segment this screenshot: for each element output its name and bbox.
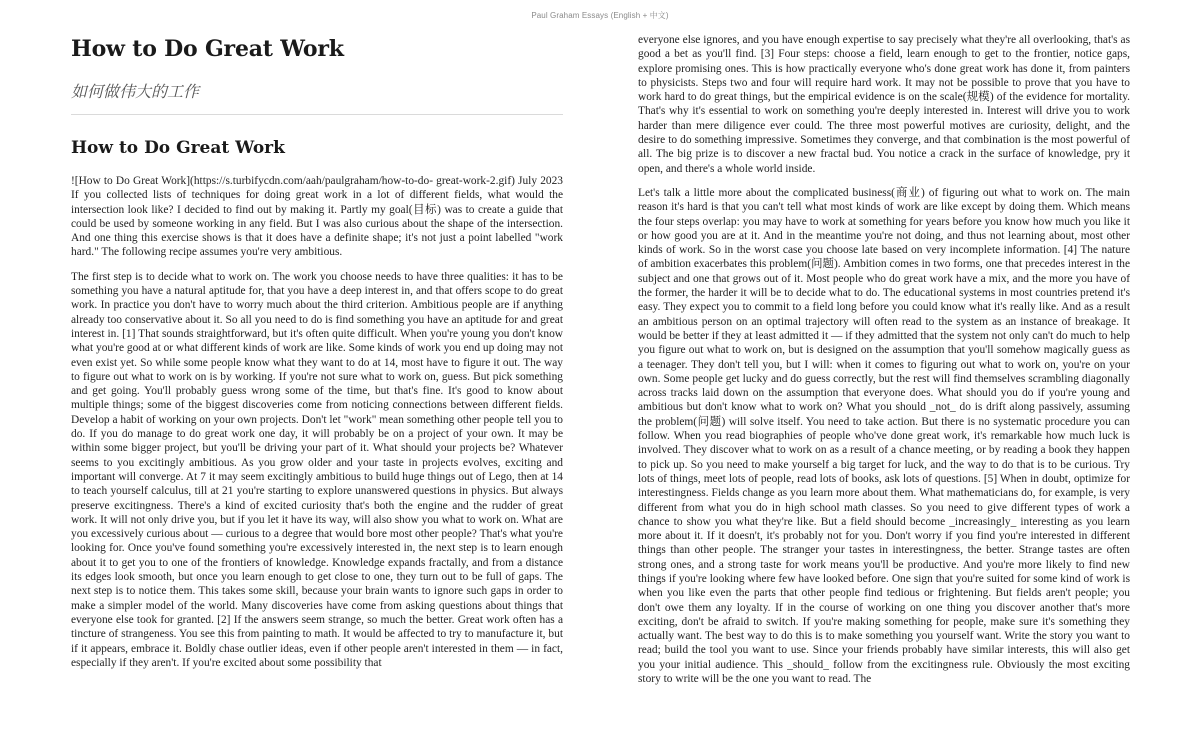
paragraph: Let's talk a little more about the complicated business(商业) of figuring out what to work on. The main reason it's hard is that you can't tell what most kinds of work are like except by doing them. Which means the four steps overlap: you may have to work at something for years before you know how much you like it or how good you are at it. And in the meantime you're not doing, and thus not learning about, most other kinds of work. So in the worst case you choose late based on very incomplete information. [4] The nature of ambition exacerbates this problem(问题). Ambition comes in two forms, one that precedes interest in the subject and one that grows out of it. Most people who do great work have a mix, and the more you have of the former, the harder it will be to decide what to do. The educational systems in most countries pretend it's easy. They expect you to commit to a field long before you could know what it's really like. And as a result an ambitious person on an optimal trajectory will often read to the system as an instance of breakage. It would be better if they at least admitted it — if they admitted that the system not only can't do much to help you figure out what to work on, but is designed on the assumption that you'll somehow magically guess as a teenager. They don't tell you, but I will: when it comes to figuring out what to work on, you're on your own. Some people get lucky and do guess correctly, but the rest will find themselves scrambling diagonally across tracks laid down on the assumption that everyone does. What should you do if you're young and ambitious but don't know what to work on? What you should _not_ do is drift along passively, assuming the problem(问题) will solve itself. You need to take action. But there is no systematic procedure you can follow. When you read biographies of people who've done great work, it's remarkable how much luck is involved. They discover what to work on as a result of a chance meeting, or by reading a book they happen to pick up. So you need to make yourself a big target for luck, and the way to do that is to be curious. Try lots of things, meet lots of people, read lots of books, ask lots of questions. [5] When in doubt, optimize for interestingness. Fields change as you learn more about them. What mathematicians do, for example, is very different from what you do in high school math classes. So you need to give different types of work a chance to show you what they're like. But a field should become _increasingly_ interesting as you learn more about it. If it doesn't, it's probably not for you. Don't worry if you find you're interested in different things than other people. The stranger your tastes in interestingness, the better. Strange tastes are often strong ones, and a strong taste for work means you'll be productive. And you're more likely to find new things if you're looking where few have looked before. One sign that you're suited for some kind of work is when you like even the parts that other people find tedious or frightening. But fields aren't people; you don't owe them any loyalty. If in the course of working on one thing you discover another that's more exciting, don't be afraid to switch. If you're making something for people, make sure it's something they actually want. The best way to do this is to make something you yourself want. Write the story you want to read; build the tool you want to use. Since your friends probably have similar interests, this will also get you your initial audience. This _should_ follow from the excitingness rule. Obviously the most exciting story to write will be the one you want to read. The: [638, 186, 1130, 686]
paragraph: ![How to Do Great Work](https://s.turbifycdn.com/aah/paulgraham/how-to-do- great-work-2.gif) July 2023 If you collected lists of techniques for doing great work in a lot of different fields, what would the intersection look like? I decided to find out by making it. Partly my goal(目标) was to create a guide that could be used by someone working in any field. But I was also curious about the shape of the intersection. And one thing this exercise shows is that it does have a definite shape; it's not just a point labelled "work hard." The following recipe assumes you're very ambitious.: [71, 175, 563, 259]
window-title: Paul Graham Essays (English + 中文): [531, 11, 669, 20]
paragraph: The first step is to decide what to work on. The work you choose needs to have three qualities: it has to be something you have a natural aptitude for, that you have a deep interest in, and that offers scope to do great work. In practice you don't have to worry much about the third criterion. Ambitious people are if anything already too conservative about it. So all you need to do is find something you have an aptitude for and great interest in. [1] That sounds straightforward, but it's often quite difficult. When you're young you don't know what you're good at or what different kinds of work are like. Some kinds of work you end up doing may not even exist yet. So while some people know what they want to do at 14, most have to figure it out. The way to figure out what to work on is by working. If you're not sure what to work on, guess. But pick something and get going. You'll probably guess wrong some of the time, but that's fine. It's good to know about multiple things; some of the biggest discoveries come from noticing connections between different fields. Develop a habit of working on your own projects. Don't let "work" mean something other people tell you to do. If you do manage to do great work one day, it will probably be on a project of your own. It may be within some bigger project, but you'll be driving your part of it. What should your projects be? Whatever seems to you excitingly ambitious. As you grow older and your taste in projects evolves, exciting and important will converge. At 7 it may seem excitingly ambitious to build huge things out of Lego, then at 14 to teach yourself calculus, till at 21 you're starting to explore unanswered questions in physics. But always preserve excitingness. There's a kind of excited curiosity that's both the engine and the rudder of great work. It will not only drive you, but if you let it have its way, will also show you what to work on. What are you excessively curious about — curious to a degree that would bore most other people? That's what you're looking for. Once you've found something you're excessively interested in, the next step is to learn enough about it to get you to one of the frontiers of knowledge. Knowledge expands fractally, and from a distance its edges look smooth, but once you learn enough to get close to one, they turn out to be full of gaps. The next step is to notice them. This takes some skill, because your brain wants to ignore such gaps in order to make a simpler model of the world. Many discoveries have come from asking questions about things that everyone else took for granted. [2] If the answers seem strange, so much the better. Great work often has a tincture of strangeness. You see this from painting to math. It would be affected to try to manufacture it, but if it appears, embrace it. Boldly chase outlier ideas, even if other people aren't interested in them — in fact, especially if they aren't. If you're excited about some possibility that: [71, 270, 563, 669]
paragraph: everyone else ignores, and you have enough expertise to say precisely what they're all overlooking, that's as good a bet as you'll find. [3] Four steps: choose a field, learn enough to get to the frontier, notice gaps, explore promising ones. This is how practically everyone who's done great work has done it, from painters to physicists. Steps two and four will require hard work. It may not be possible to prove that you have to work hard to do great things, but the empirical evidence is on the scale(规模) of the evidence for mortality. That's why it's essential to work on something you're deeply interested in. Interest will drive you to work harder than mere diligence ever could. The three most powerful motives are curiosity, delight, and the desire to do something impressive. Sometimes they converge, and that combination is the most powerful of all. The big prize is to discover a new fractal bud. You notice a crack in the surface of knowledge, pry it open, and there's a whole world inside.: [638, 34, 1130, 175]
essay-title: How to Do Great Work: [71, 36, 344, 62]
right-page: [638, 0, 1130, 750]
left-page: [71, 0, 563, 750]
section-heading: How to Do Great Work: [71, 138, 285, 158]
title-divider: [71, 114, 563, 115]
essay-title-chinese: 如何做伟大的工作: [71, 82, 200, 101]
